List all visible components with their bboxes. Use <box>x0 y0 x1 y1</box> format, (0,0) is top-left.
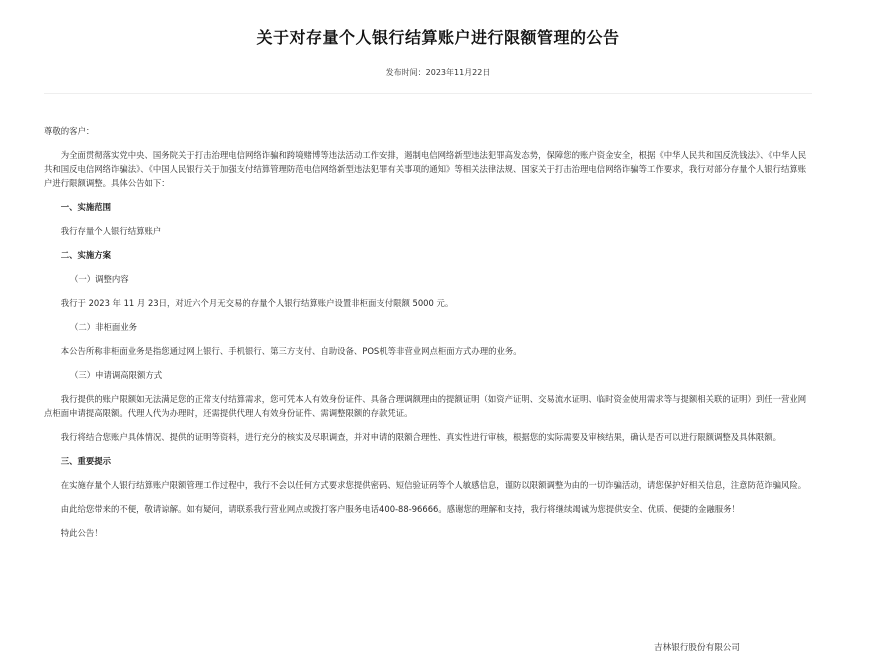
section-heading-plan: 二、实施方案 <box>60 250 112 260</box>
sub-heading-apply: （三）申请调高限额方式 <box>70 370 163 380</box>
intro-paragraph: 为全面贯彻落实党中央、国务院关于打击治理电信网络诈骗和跨境赌博等违法活动工作安排，遏制电信网络新型违法犯罪高发态势，保障您的账户资金安全，根据《中华人民共和国反洗钱法》、《中华人民共和国反电信网络诈骗法》、《中国人民银行关于加强支付结算管理防范电信网络新型违法犯罪有关事项的通知》等相关法律法规、国家关于打击治理电信网络诈骗等工作要求，我行对部分存量个人银行结算账户进行限额调整。具体公告如下： <box>44 150 807 188</box>
greeting: 尊敬的客户： <box>44 126 95 136</box>
notice-body <box>44 124 814 540</box>
header-divider <box>44 93 812 94</box>
publish-time: 发布时间：2023年11月22日 <box>385 68 491 77</box>
section-text-important: 在实施存量个人银行结算账户限额管理工作过程中，我行不会以任何方式要求您提供密码、短信验证码等个人敏感信息，谨防以限额调整为由的一切诈骗活动，请您保护好相关信息，注意防范诈骗风险。 <box>60 480 807 490</box>
sub-text-apply-1: 我行提供的账户限额如无法满足您的正常支付结算需求，您可凭本人有效身份证件、具备合理调额理由的提额证明（如资产证明、交易流水证明、临时资金使用需求等与提额相关联的证明）到任一营业网点柜面申请提高限额。代理人代为办理时，还需提供代理人有效身份证件、需调整限额的存款凭证。 <box>44 394 807 418</box>
sub-text-noncounter: 本公告所称非柜面业务是指您通过网上银行、手机银行、第三方支付、自助设备、POS机等非营业网点柜面方式办理的业务。 <box>60 346 522 356</box>
notice-title: 关于对存量个人银行结算账户进行限额管理的公告 <box>256 27 620 47</box>
closing-paragraph: 由此给您带来的不便，敬请谅解。如有疑问，请联系我行营业网点或拨打客户服务电话400-88-96666。感谢您的理解和支持，我行将继续竭诚为您提供安全、优质、便捷的金融服务！ <box>60 504 740 514</box>
sub-text-apply-2: 我行将结合您账户具体情况、提供的证明等资料，进行充分的核实及尽职调查，并对申请的限额合理性、真实性进行审核，根据您的实际需要及审核结果，确认是否可以进行限额调整及具体限额。 <box>60 432 782 442</box>
section-heading-important: 三、重要提示 <box>60 456 112 466</box>
section-text-scope: 我行存量个人银行结算账户 <box>60 226 162 236</box>
sub-text-adjustment: 我行于 2023 年 11 月 23日，对近六个月无交易的存量个人银行结算账户设置非柜面支付限额 5000 元。 <box>60 298 454 308</box>
special-announcement: 特此公告！ <box>60 528 103 538</box>
signature: 吉林银行股份有限公司 <box>654 643 740 653</box>
section-heading-scope: 一、实施范围 <box>60 202 112 212</box>
sub-heading-noncounter: （二）非柜面业务 <box>70 322 137 332</box>
sub-heading-adjustment: （一）调整内容 <box>70 274 129 284</box>
